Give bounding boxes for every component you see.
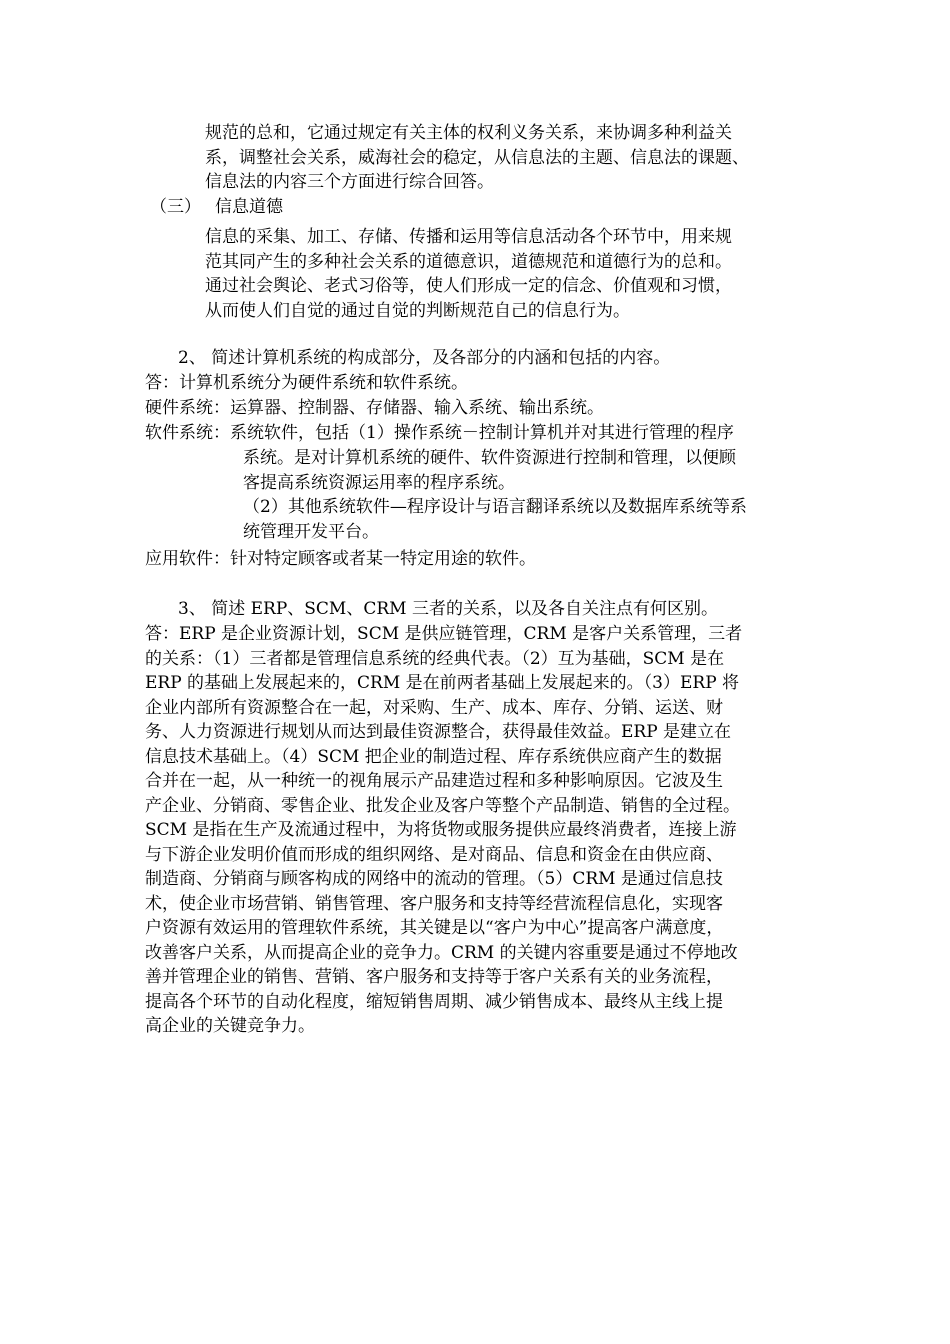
paragraph-line: SCM 是指在生产及流通过程中，为将货物或服务提供应最终消费者，连接上游 [145, 820, 737, 840]
paragraph-line: 企业内部所有资源整合在一起，对采购、生产、成本、库存、分销、运送、财 [145, 697, 723, 718]
paragraph-line: 答：ERP 是企业资源计划，SCM 是供应链管理，CRM 是客户关系管理，三者 [145, 624, 743, 644]
hardware-label: 硬件系统： [145, 398, 230, 418]
paragraph-line: 的关系：（1）三者都是管理信息系统的经典代表。（2）互为基础，SCM 是在 [145, 648, 725, 669]
paragraph-line: 提高各个环节的自动化程度，缩短销售周期、减少销售成本、最终从主线上提 [145, 991, 723, 1012]
software-label: 软件系统： [145, 423, 230, 443]
question-2-title: 2、 简述计算机系统的构成部分，及各部分的内涵和包括的内容。 [178, 348, 671, 368]
application-label: 应用软件： [145, 549, 230, 569]
application-text: 针对特定顾客或者某一特定用途的软件。 [230, 549, 536, 569]
paragraph-line: 改善客户关系，从而提高企业的竞争力。CRM 的关键内容重要是通过不停地改 [145, 942, 738, 963]
paragraph-line: 户资源有效运用的管理软件系统，其关键是以“客户为中心”提高客户满意度， [145, 918, 724, 938]
paragraph-line: 术，使企业市场营销、销售管理、客户服务和支持等经营流程信息化，实现客 [145, 893, 723, 914]
software-line: 统管理开发平台。 [243, 521, 379, 542]
paragraph-line: 信息法的内容三个方面进行综合回答。 [205, 172, 494, 192]
paragraph-line: 合并在一起，从一种统一的视角展示产品建造过程和多种影响原因。它波及生 [145, 771, 723, 791]
application-row [145, 547, 536, 572]
question-3-answer [145, 622, 825, 1039]
heading-text: 信息道德 [215, 197, 283, 217]
info-ethics-paragraph [205, 225, 732, 323]
ethics-heading [150, 195, 283, 220]
paragraph-line: 范其同产生的多种社会关系的道德意识，道德规范和道德行为的总和。 [205, 251, 732, 272]
heading-marker: （三） [150, 197, 201, 217]
info-law-paragraph [205, 121, 749, 195]
paragraph-line: 信息技术基础上。（4）SCM 把企业的制造过程、库存系统供应商产生的数据 [145, 746, 722, 767]
software-label-row [145, 421, 734, 446]
software-line: （2）其他系统软件—程序设计与语言翻译系统以及数据库系统等系 [243, 497, 747, 517]
paragraph-line: 制造商、分销商与顾客构成的网络中的流动的管理。（5）CRM 是通过信息技 [145, 869, 723, 889]
question-3-title: 3、 简述 ERP、SCM、CRM 三者的关系，以及各自关注点有何区别。 [178, 599, 718, 619]
paragraph-line: 从而使人们自觉的通过自觉的判断规范自己的信息行为。 [205, 300, 630, 321]
paragraph-line: 务、人力资源进行规划从而达到最佳资源整合，获得最佳效益。ERP 是建立在 [145, 722, 732, 742]
paragraph-line: ERP 的基础上发展起来的，CRM 是在前两者基础上发展起来的。（3）ERP 将 [145, 673, 740, 693]
paragraph-line: 信息的采集、加工、存储、传播和运用等信息活动各个环节中，用来规 [205, 227, 732, 247]
paragraph-line: 与下游企业发明价值而形成的组织网络、是对商品、信息和资金在由供应商、 [145, 844, 723, 865]
software-line: 系统软件，包括（1）操作系统－控制计算机并对其进行管理的程序 [230, 423, 734, 443]
paragraph-line: 高企业的关键竞争力。 [145, 1016, 315, 1036]
software-paragraph [243, 446, 747, 544]
paragraph-line: 善并管理企业的销售、营销、客户服务和支持等于客户关系有关的业务流程， [145, 967, 723, 987]
paragraph-line: 系，调整社会关系，威海社会的稳定，从信息法的主题、信息法的课题、 [205, 147, 749, 168]
hardware-row [145, 396, 604, 421]
paragraph-line: 规范的总和，它通过规定有关主体的权利义务关系，来协调多种利益关 [205, 123, 732, 143]
paragraph-line: 通过社会舆论、老式习俗等，使人们形成一定的信念、价值观和习惯， [205, 276, 732, 296]
hardware-text: 运算器、控制器、存储器、输入系统、输出系统。 [230, 398, 604, 418]
software-line: 客提高系统资源运用率的程序系统。 [243, 472, 515, 493]
paragraph-line: 产企业、分销商、零售企业、批发企业及客户等整个产品制造、销售的全过程。 [145, 795, 740, 816]
question-2-answer: 答：计算机系统分为硬件系统和软件系统。 [145, 373, 468, 393]
software-line: 系统。是对计算机系统的硬件、软件资源进行控制和管理，以便顾 [243, 448, 736, 468]
